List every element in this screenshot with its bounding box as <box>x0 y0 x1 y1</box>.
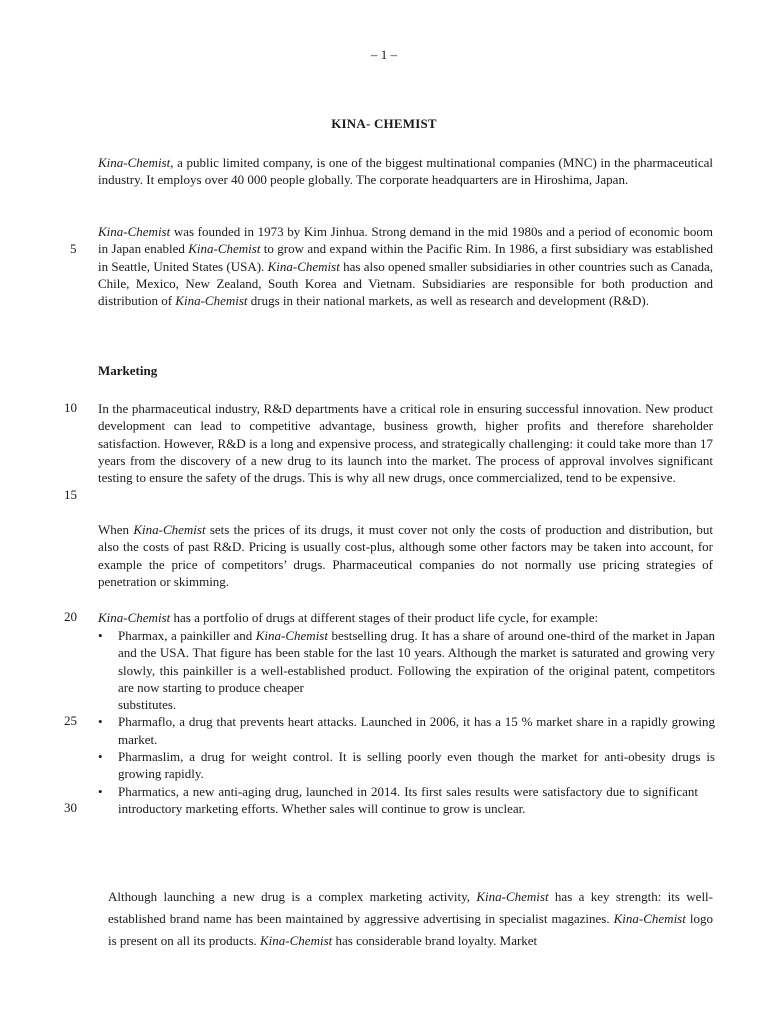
paragraph-rnd: In the pharmaceutical industry, R&D departments have a critical role in ensuring successful innovation. New product development can lead to competitive advantage, business growth, higher profits and therefore shareholder satisfaction. However, R&D is a long and expensive process, and strategically challenging: it could take more than 17 years from the discovery of a new drug to its launch into the market. The process of approval involves significant testing to ensure the safety of the drugs. This is why all new drugs, once commercialized, tend to be expensive. <box>98 401 713 486</box>
list-item: • Pharmaflo, a drug that prevents heart attacks. Launched in 2006, it has a 15 % market share in a rapidly growing market. <box>98 713 715 748</box>
portfolio-intro <box>98 609 598 626</box>
line-number: 20 <box>64 609 77 624</box>
text: has also opened smaller subsidiaries in other countries such as Canada, Chile, Mexico, New Zealand, South Korea and Vietnam. Subsidiaries are responsible for both production and distribution of <box>98 258 713 309</box>
list-item: • Pharmatics, a new anti-aging drug, launched in 2014. Its first sales results were satisfactory due to significant introductory marketing efforts. Whether sales will continue to grow is unclear. <box>98 783 698 818</box>
line-number: 10 <box>64 400 77 415</box>
text: sets the prices of its drugs, it must cover not only the costs of production and distribution, but also the costs of past R&D. Pricing is usually cost-plus, although some other factors may be taken into account, for example the price of competitors’ drugs. Pharmaceutical companies do not normally use pricing strategies of penetration or skimming. <box>98 522 713 589</box>
text: to grow and expand within the Pacific Rim. In 1986, a first subsidiary was established in Seattle, United States (USA). <box>98 241 713 274</box>
company-name: Kina-Chemist <box>98 224 171 239</box>
text: has a portfolio of drugs at different stages of their product life cycle, for example: <box>170 610 599 625</box>
page-number: – 1 – <box>371 47 397 62</box>
company-name: Kina-Chemist <box>260 933 333 948</box>
line-number: 15 <box>64 487 77 502</box>
line-number: 30 <box>64 800 77 815</box>
company-name: Kina-Chemist <box>255 628 328 643</box>
company-name: Kina-Chemist <box>476 889 549 904</box>
text: bestselling drug. It has a share of around one-third of the market in Japan and the USA. That figure has been stable for the last 10 years. Although the market is saturated and growing very slowly, this painkiller is a well-established product. Following the expiration of the original patent, competitors are now starting to produce cheaper <box>118 628 715 695</box>
company-name: Kina-Chemist <box>188 241 261 257</box>
company-name: Kina-Chemist <box>98 155 171 170</box>
paragraph-pricing <box>98 521 713 590</box>
company-name: Kina-Chemist <box>133 522 206 537</box>
text: has considerable brand loyalty. Market <box>332 933 538 948</box>
text: drugs in their national markets, as well as research and development (R&D). <box>247 293 649 309</box>
list-item <box>98 627 715 713</box>
text: has a key strength: its well-established brand name has been maintained by aggressive advertising in specialist magazines. <box>108 889 714 926</box>
paragraph-history <box>98 223 713 309</box>
document-title: KINA- CHEMIST <box>331 116 437 131</box>
company-name: Kina-Chemist <box>613 911 686 926</box>
line-number: 5 <box>70 241 77 256</box>
paragraph-intro <box>98 154 713 189</box>
text: was founded in 1973 by Kim Jinhua. Strong demand in the mid 1980s and a period of economic boom in Japan enabled <box>98 224 713 257</box>
text: substitutes. <box>118 697 177 713</box>
line-number: 25 <box>64 713 77 728</box>
list-item: • Pharmaslim, a drug for weight control. It is selling poorly even though the market for anti-obesity drugs is growing rapidly. <box>98 748 715 783</box>
text: logo is present on all its products. <box>108 911 713 948</box>
company-name: Kina-Chemist <box>98 610 171 625</box>
section-heading-marketing: Marketing <box>98 363 158 378</box>
text: When <box>98 522 134 537</box>
text: Although launching a new drug is a complex marketing activity, <box>108 889 477 904</box>
company-name: Kina-Chemist <box>267 258 340 274</box>
product-list <box>98 627 715 817</box>
company-name: Kina-Chemist <box>175 293 248 309</box>
text: , a public limited company, is one of the biggest multinational companies (MNC) in the pharmaceutical industry. It employs over 40 000 people globally. The corporate headquarters are in Hiroshima, Japan. <box>98 155 713 188</box>
paragraph-brand <box>108 886 713 952</box>
text: Pharmax, a painkiller and <box>118 628 256 643</box>
